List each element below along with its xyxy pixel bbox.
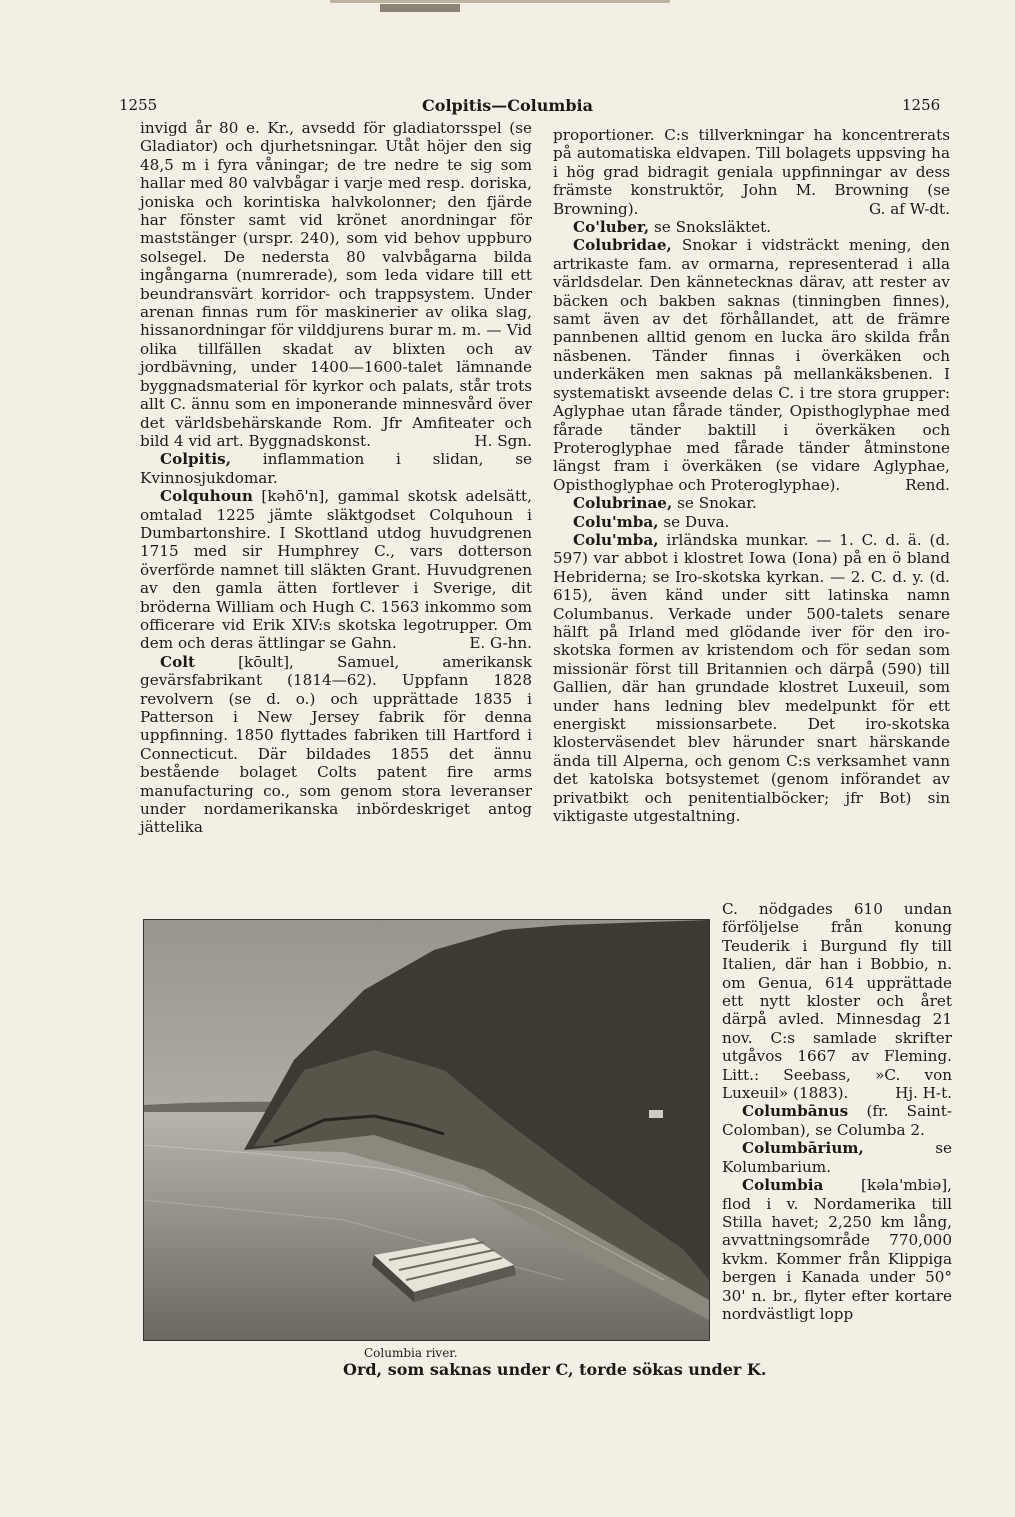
entry-colubrinae: Colubrinae, se Snokar. xyxy=(573,494,757,513)
left-column xyxy=(140,119,532,837)
entry-colosseum-cont: invigd år 80 e. Kr., avsedd för gladiatorsspel (se Gladiator) och djurhetsningar. Utåt höjer den sig 48,5 m i fyra våningar; de tre nedre te sig som hallar med 80 valvbågar i varje med resp. doriska, joniska och korintiska halvkolonner; den fjärde har fönster samt vid krönet anordningar för maststänger (urspr. 240), som vid behov uppburo solsegel. De nedersta 80 valvbågarna bilda ingångarna (numrerade), som leda vidare till ett beundransvärt korridor- och trappsystem. Under arenan finnas rum för maskinerier av olika slag, hissanordningar för vilddjurens burar m. m. — Vid olika tillfällen skadat av blixten och av jordbävning, under 1400—1600-talet lämnande byggnadsmaterial för kyrkor och palats, står trots allt C. ännu som en imponerande minnesvård över det världsbehärskande Rom. Jfr Amfiteater och bild 4 vid art. Byggnadskonst. H. Sgn. xyxy=(140,119,532,450)
entry-colt: Colt [kōult], Samuel, amerikansk gevärsfabrikant (1814—62). Uppfann 1828 revolvern (se d. o.) och upprättade 1835 i Patterson i New Jersey fabrik för denna uppfinning. 1850 flyttades fabriken till Hartford i Connecticut. Där bildades 1855 det ännu bestående bolaget Colts patent fire arms manufacturing co., som genom stora leveranser under nordamerikanska inbördeskriget antog jättelika xyxy=(140,652,532,837)
headword: Columbia xyxy=(742,1176,824,1195)
headword: Colubridae, xyxy=(573,236,672,255)
headword: Columbānus xyxy=(742,1102,849,1121)
signature: H. Sgn. xyxy=(474,431,532,450)
headword: Colu'mba, xyxy=(573,530,659,549)
headword: Co'luber, xyxy=(573,218,650,237)
headword: Columbārium, xyxy=(742,1139,864,1158)
page-number-right: 1256 xyxy=(902,96,941,114)
page-edge-tab xyxy=(380,4,460,12)
signature: Hj. H-t. xyxy=(895,1084,952,1103)
headword: Colpitis, xyxy=(160,450,231,469)
signature: Rend. xyxy=(905,475,950,494)
page-edge-mark xyxy=(330,0,670,3)
photo-caption: Columbia river. xyxy=(364,1346,458,1360)
footer-note: Ord, som saknas under C, torde sökas under K. xyxy=(343,1360,767,1379)
headword: Colubrinae, xyxy=(573,494,673,513)
columbia-river-photo xyxy=(143,919,710,1341)
entry-columbarium: Columbārium, se Kolumbarium. xyxy=(722,1139,952,1176)
entry-columba-cont: C. nödgades 610 undan förföljelse från konung Teuderik i Burgund fly till Italien, där han i Bobbio, n. om Genua, 614 upprättade ett nytt kloster och året därpå avled. Minnesdag 21 nov. C:s samlade skrifter utgåvos 1667 av Fleming. Litt.: Seebass, »C. von Luxeuil» (1883). Hj. H-t. xyxy=(722,900,952,1103)
headword: Colquhoun xyxy=(160,487,253,506)
entry-columba-munkar: Colu'mba, irländska munkar. — 1. C. d. ä. (d. 597) var abbot i klostret Iowa (Iona) på en ö bland Hebriderna; se Iro-skotska kyrkan. — 2. C. d. y. (d. 615), även känd under sitt latinska namn Columbanus. Verkade under 500-talets senare hälft på Irland med glödande iver för den iro-skotska formen av kristendom och för sedan som missionär först till Britannien och därpå (590) till Gallien, där han grundade klostret Luxeuil, som under hans ledning blev medelpunkt för ett energiskt missionsarbete. Det iro-skotska klosterväsendet blev härunder snart härskande ända till Alperna, och genom C:s verksamhet vann det katolska botsystemet (genom införandet av privatbikt och penitentialböcker; jfr Bot) sin viktigaste utgestaltning. xyxy=(553,530,950,826)
entry-colt-cont: proportioner. C:s tillverkningar ha koncentrerats på automatiska eldvapen. Till bolagets uppsving ha i hög grad bidragit geniala uppfinningar av dess främste konstruktör, John M. Browning (se Browning). G. af W-dt. xyxy=(553,126,950,218)
entry-columba-duva: Colu'mba, se Duva. xyxy=(573,512,730,531)
right-column xyxy=(553,126,950,825)
entry-colubridae: Colubridae, Snokar i vidsträckt mening, den artrikaste fam. av ormarna, representerad i alla världsdelar. Den kännetecknas därav, att rester av bäcken och bakben saknas (tinningben finnes), samt även av det förhållandet, att de främre pannbenen alltid genom en lucka äro skilda från näsbenen. Tänder finnas i överkäken och underkäken men saknas på mellankäksbenen. I systematiskt avseende delas C. i tre stora grupper: Aglyphae utan fårade tänder, Opisthoglyphae med fårade tänder baktill i överkäken och Proteroglyphae med fårade tänder åtminstone längst fram i överkäken (se vidare Aglyphae, Opisthoglyphae och Proteroglyphae). Rend. xyxy=(553,236,950,494)
entry-columbia: Columbia [kəla'mbiə], flod i v. Nordamerika till Stilla havet; 2,250 km lång, avvattningsområde 770,000 kvkm. Kommer från Klippiga bergen i Kanada under 50° 30' n. br., flyter efter kortare nordvästligt lopp xyxy=(722,1176,952,1323)
running-head: Colpitis—Columbia xyxy=(422,96,593,115)
entry-coluber: Co'luber, se Snoksläktet. xyxy=(573,218,772,237)
entry-columbanus: Columbānus (fr. Saint-Colomban), se Columba 2. xyxy=(722,1102,952,1139)
entry-colquhoun: Colquhoun [kəhō'n], gammal skotsk adelsätt, omtalad 1225 jämte släktgodset Colquhoun i Dumbartonshire. I Skottland utdog huvudgrenen 1715 med sir Humphrey C., vars dotterson överförde namnet till släkten Grant. Huvudgrenen av den gamla ätten fortlever i Sverige, dit bröderna William och Hugh C. 1563 inkommo som officerare vid Erik XIV:s skotska legotrupper. Om dem och deras ättlingar se Gahn. E. G-hn. xyxy=(140,487,532,653)
signature: E. G-hn. xyxy=(469,634,532,653)
right-narrow-column xyxy=(722,900,952,1323)
page-number-left: 1255 xyxy=(119,96,158,114)
entry-colpitis: Colpitis, inflammation i slidan, se Kvinnosjukdomar. xyxy=(140,450,532,487)
headword: Colu'mba, xyxy=(573,512,659,531)
signature: G. af W-dt. xyxy=(868,199,950,218)
headword: Colt xyxy=(160,652,196,671)
